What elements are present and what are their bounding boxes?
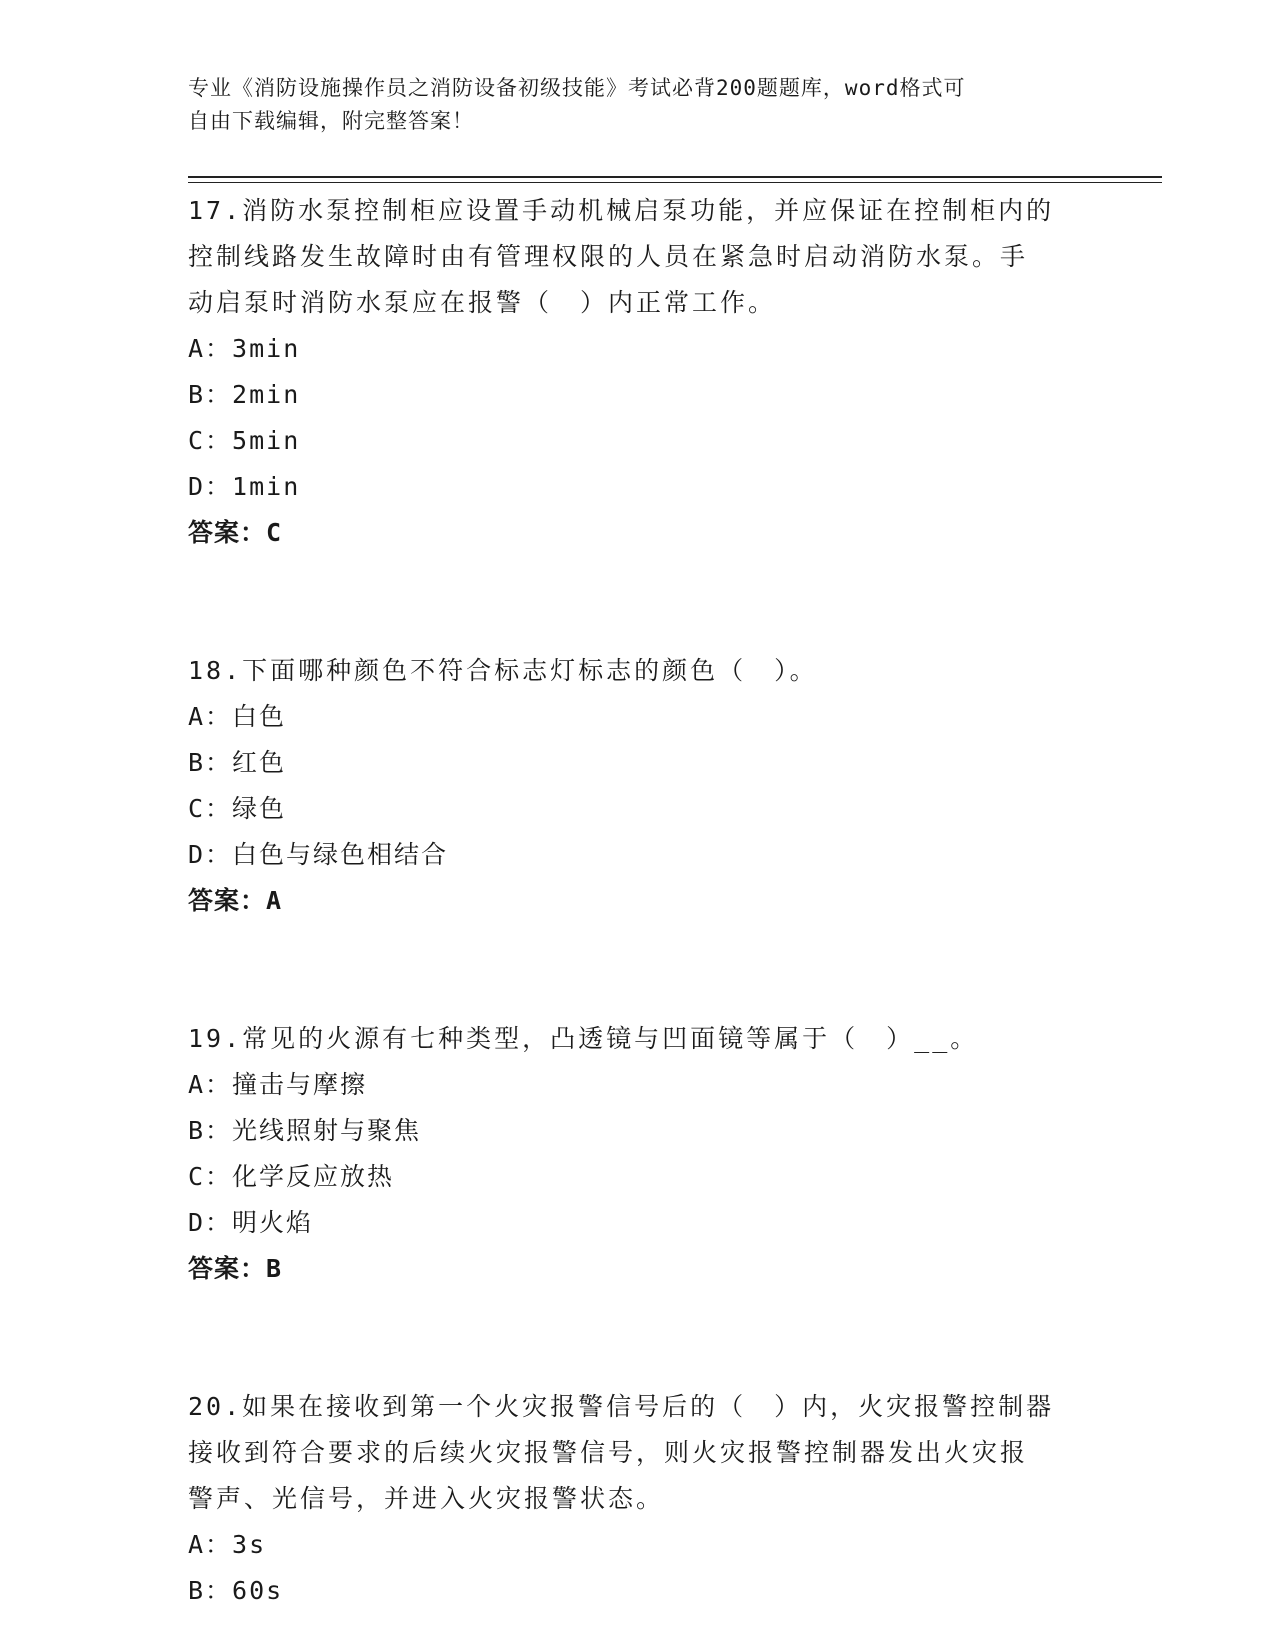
question-17 [188,188,1108,556]
option-a: A：3s [188,1530,267,1559]
stem-line: 17.消防水泵控制柜应设置手动机械启泵功能，并应保证在控制柜内的 [188,196,1055,225]
question-spacer [188,1292,1108,1384]
option-b: B：2min [188,380,301,409]
question-list [188,188,1108,1614]
stem-line: 20.如果在接收到第一个火灾报警信号后的（ ）内，火灾报警控制器 [188,1392,1055,1421]
option-b: B：光线照射与聚焦 [188,1116,422,1145]
question-stem [188,1016,1108,1062]
question-18 [188,648,1108,924]
question-stem [188,188,1108,326]
option-d: D：1min [188,472,301,501]
header-divider-thick [188,176,1162,178]
stem-line: 接收到符合要求的后续火灾报警信号，则火灾报警控制器发出火灾报 [188,1438,1029,1467]
option-a: A：3min [188,334,301,363]
question-spacer [188,556,1108,648]
question-stem [188,648,1108,694]
stem-line: 警声、光信号，并进入火灾报警状态。 [188,1484,665,1513]
answer-line: 答案：B [188,1254,283,1283]
option-b: B：红色 [188,748,287,777]
header-divider-thin [188,182,1162,183]
question-19 [188,1016,1108,1292]
answer-line: 答案：A [188,886,283,915]
option-a: A：撞击与摩擦 [188,1070,368,1099]
header-line-2: 自由下载编辑，附完整答案！ [188,109,474,133]
option-d: D：明火焰 [188,1208,314,1237]
option-a: A：白色 [188,702,287,731]
stem-line: 控制线路发生故障时由有管理权限的人员在紧急时启动消防水泵。手 [188,242,1029,271]
option-d: D：白色与绿色相结合 [188,840,449,869]
option-c: C：绿色 [188,794,287,823]
question-spacer [188,924,1108,1016]
option-b: B：60s [188,1576,284,1605]
header-line-1: 专业《消防设施操作员之消防设备初级技能》考试必背200题题库，word格式可 [188,76,966,100]
option-c: C：5min [188,426,301,455]
stem-line: 19.常见的火源有七种类型，凸透镜与凹面镜等属于（ ）__。 [188,1024,979,1053]
question-20 [188,1384,1108,1614]
document-header [188,72,1088,138]
stem-line: 动启泵时消防水泵应在报警（ ）内正常工作。 [188,288,777,317]
answer-line: 答案：C [188,518,283,547]
option-c: C：化学反应放热 [188,1162,395,1191]
stem-line: 18.下面哪种颜色不符合标志灯标志的颜色（ ）。 [188,656,818,685]
question-stem [188,1384,1108,1522]
